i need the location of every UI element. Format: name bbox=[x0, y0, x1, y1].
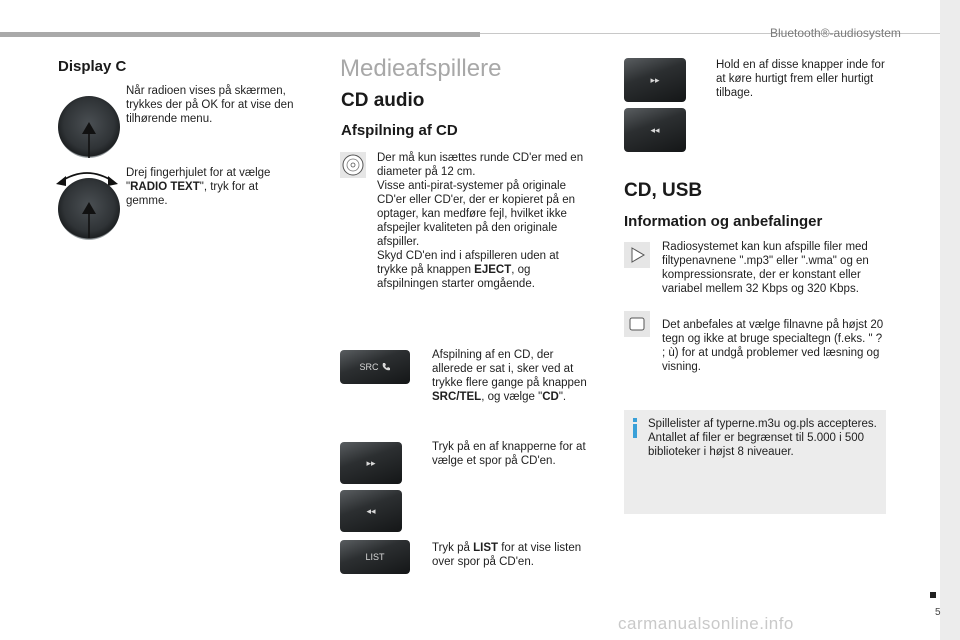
display-c-text-2: Drej fingerhjulet for at vælge "RADIO TEXT", tryk for at gemme. bbox=[126, 167, 271, 207]
rewind-button-2[interactable] bbox=[624, 108, 686, 152]
rewind-icon: ◂◂ bbox=[366, 505, 376, 516]
rewind-icon-2: ◂◂ bbox=[650, 124, 660, 135]
src-tel-button[interactable] bbox=[340, 350, 410, 384]
skip-text: Tryk på en af knapperne for at vælge et spor på CD'en. bbox=[432, 441, 586, 467]
playlist-text: Spillelister af typerne.m3u og.pls accepteres. Antallet af filer er begrænset til 5.000 i 500 biblioteker i højst 8 niveauer. bbox=[648, 418, 877, 458]
press-arrow-icon bbox=[72, 120, 106, 160]
src-label: SRC bbox=[359, 362, 379, 372]
page-marker bbox=[930, 592, 936, 598]
list-button[interactable] bbox=[340, 540, 410, 574]
fast-forward-icon: ▸▸ bbox=[366, 457, 376, 468]
list-label: LIST bbox=[365, 552, 385, 562]
cd-audio-heading: CD audio bbox=[341, 90, 425, 111]
list-text: Tryk på LIST for at vise listen over spor på CD'en. bbox=[432, 542, 582, 568]
display-c-heading: Display C bbox=[58, 58, 127, 75]
info-icon bbox=[629, 418, 641, 438]
cd-insert-text: Der må kun isættes runde CD'er med en diameter på 12 cm. Visse anti-pirat-systemer på originale CD'er eller CD'er, der er kopieret på en optager, kan medføre fejl, hvilket ikke afspejler kvaliteten på den originale afspiller. Skyd CD'en ind i afspilleren uden at trykke på knappen EJECT, og afspilningen starter omgående. bbox=[377, 152, 584, 290]
top-rule bbox=[0, 32, 480, 37]
info-heading: Information og anbefalinger bbox=[624, 213, 823, 230]
watermark: carmanualsonline.info bbox=[618, 614, 794, 633]
filenames-text: Det anbefales at vælge filnavne på højst 20 tegn og ikke at bruge specialtegn (f.eks. " ? ; ù) for at undgå problemer ved læsning og visning. bbox=[662, 319, 884, 373]
page-edge-strip bbox=[940, 0, 960, 640]
afspilning-heading: Afspilning af CD bbox=[341, 122, 458, 139]
triangle-advice-icon bbox=[624, 242, 650, 268]
page-number: 5 bbox=[935, 607, 941, 618]
src-text: Afspilning af en CD, der allerede er sat i, sker ved at trykke flere gange på knappen SRC/TEL, og vælge "CD". bbox=[432, 349, 587, 403]
rewind-button[interactable] bbox=[340, 490, 402, 532]
fast-forward-button[interactable] bbox=[340, 442, 402, 484]
cd-disc-icon bbox=[340, 152, 366, 178]
running-header: Bluetooth®-audiosystem bbox=[770, 26, 901, 40]
press-arrow-icon-2 bbox=[72, 200, 106, 240]
fast-forward-button-2[interactable] bbox=[624, 58, 686, 102]
cd-usb-heading: CD, USB bbox=[624, 180, 703, 201]
hold-text: Hold en af disse knapper inde for at køre hurtigt frem eller hurtigt tilbage. bbox=[716, 59, 885, 99]
square-advice-icon bbox=[624, 311, 650, 337]
display-c-text-1: Når radioen vises på skærmen, trykkes der på OK for at vise den tilhørende menu. bbox=[126, 85, 294, 125]
fast-forward-icon-2: ▸▸ bbox=[650, 74, 660, 85]
radio-system-text: Radiosystemet kan kun afspille filer med filtypenavnene ".mp3" eller ".wma" og en kompressionsrate, der er konstant eller variabel mellem 32 Kbps og 320 Kbps. bbox=[662, 241, 869, 295]
phone-icon bbox=[381, 362, 391, 372]
medieafspillere-heading: Medieafspillere bbox=[340, 55, 502, 82]
